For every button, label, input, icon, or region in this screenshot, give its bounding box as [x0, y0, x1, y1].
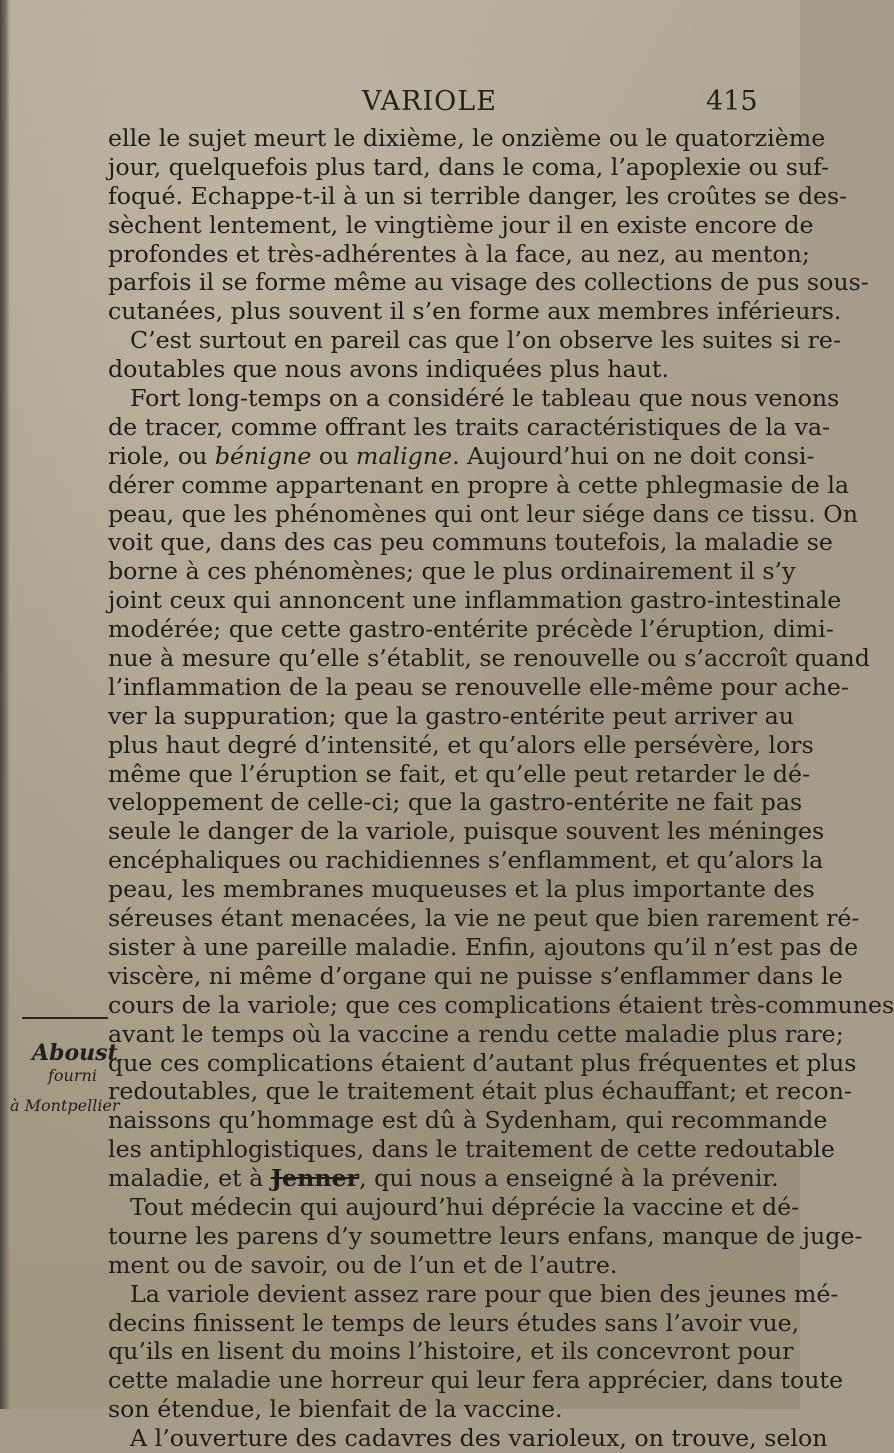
margin-note: à Montpellier [10, 1096, 120, 1115]
text-line: plus haut degré d’intensité, et qu’alors elle persévère, lors [108, 730, 814, 759]
running-head [0, 86, 800, 126]
text-line: parfois il se forme même au visage des collections de pus sous- [108, 268, 869, 297]
text-line: naissons qu’hommage est dû à Sydenham, qui recommande [108, 1106, 828, 1135]
text-line: séreuses étant menacées, la vie ne peut que bien rarement ré- [108, 904, 860, 933]
italic-term: maligne [355, 441, 453, 470]
text-line: cutanées, plus souvent il s’en forme aux membres inférieurs. [108, 297, 842, 326]
text-line: C’est surtout en pareil cas que l’on observe les suites si re- [130, 326, 841, 355]
text-line: La variole devient assez rare pour que bien des jeunes mé- [130, 1279, 839, 1308]
text-line: dérer comme appartenant en propre à cette phlegmasie de la [108, 470, 850, 499]
text-line-composite [108, 1164, 779, 1193]
text-line: peau, les membranes muqueuses et la plus importante des [108, 875, 815, 904]
text-line: modérée; que cette gastro-entérite précède l’éruption, dimi- [108, 615, 834, 644]
text-line: voit que, dans des cas peu communs toutefois, la maladie se [108, 528, 833, 557]
margin-pointer-line [22, 1017, 108, 1019]
text-line: Fort long-temps on a considéré le tableau que nous venons [130, 384, 840, 413]
text-line: avant le temps où la vaccine a rendu cette maladie plus rare; [108, 1019, 844, 1048]
text-line: profondes et très-adhérentes à la face, au nez, au menton; [108, 239, 810, 268]
text-line: elle le sujet meurt le dixième, le onzième ou le quatorzième [108, 124, 826, 152]
text-line: foqué. Echappe-t-il à un si terrible danger, les croûtes se des- [108, 181, 848, 210]
text-line: sèchent lentement, le vingtième jour il en existe encore de [108, 210, 814, 239]
text-line-composite [108, 441, 815, 471]
text-line: encéphaliques ou rachidiennes s’enflamment, et qu’alors la [108, 846, 824, 875]
text-line: doutables que nous avons indiquées plus haut. [108, 355, 669, 384]
text-line: tourne les parens d’y soumettre leurs enfans, manque de juge- [108, 1221, 863, 1250]
body-text [108, 124, 894, 1453]
text-line: joint ceux qui annoncent une inflammation gastro-intestinale [108, 586, 842, 615]
text-line: l’inflammation de la peau se renouvelle elle-même pour ache- [108, 672, 849, 701]
text-line: A l’ouverture des cadavres des varioleux, on trouve, selon [130, 1424, 828, 1453]
text-fragment: ou [318, 441, 349, 470]
text-line: viscère, ni même d’organe qui ne puisse s’enflammer dans le [108, 961, 843, 990]
handwritten-margin-notes [0, 0, 120, 1409]
text-line: cette maladie une horreur qui leur fera apprécier, dans toute [108, 1366, 844, 1395]
text-line: de tracer, comme offrant les traits caractéristiques de la va- [108, 412, 830, 441]
text-line: son étendue, le bienfait de la vaccine. [108, 1395, 563, 1424]
text-line: redoutables, que le traitement était plus échauffant; et recon- [108, 1077, 852, 1106]
running-head-title: VARIOLE [362, 86, 497, 117]
text-line: que ces complications étaient d’autant plus fréquentes et plus [108, 1048, 857, 1077]
text-fragment: . Aujourd’hui on ne doit consi- [452, 441, 815, 470]
text-fragment: maladie, et à [108, 1164, 264, 1193]
text-line: les antiphlogistiques, dans le traitement de cette redoutable [108, 1135, 835, 1164]
margin-note: Aboust [32, 1040, 118, 1066]
text-line: cours de la variole; que ces complications étaient très-communes [108, 990, 894, 1019]
text-fragment: , qui nous a enseigné à la prévenir. [359, 1164, 779, 1193]
text-line: veloppement de celle-ci; que la gastro-entérite ne fait pas [108, 788, 803, 817]
text-line: borne à ces phénomènes; que le plus ordinairement il s’y [108, 557, 796, 586]
margin-note: fourni [48, 1066, 97, 1085]
text-line: nue à mesure qu’elle s’établit, se renouvelle ou s’accroît quand [108, 644, 870, 673]
italic-term: bénigne [214, 441, 312, 470]
text-line: seule le danger de la variole, puisque souvent les méninges [108, 817, 825, 846]
text-line: ver la suppuration; que la gastro-entérite peut arriver au [108, 701, 795, 730]
struck-word: Jenner [270, 1164, 360, 1193]
text-line: peau, que les phénomènes qui ont leur siége dans ce tissu. On [108, 499, 858, 528]
text-line: même que l’éruption se fait, et qu’elle peut retarder le dé- [108, 759, 811, 788]
text-line: decins finissent le temps de leurs études sans l’avoir vue, [108, 1308, 800, 1337]
text-line: ment ou de savoir, ou de l’un et de l’autre. [108, 1250, 618, 1279]
text-line: qu’ils en lisent du moins l’histoire, et ils concevront pour [108, 1337, 794, 1366]
text-line: Tout médecin qui aujourd’hui déprécie la vaccine et dé- [130, 1192, 800, 1221]
text-fragment: riole, ou [108, 441, 208, 470]
text-line: jour, quelquefois plus tard, dans le coma, l’apoplexie ou suf- [108, 152, 830, 181]
page-number: 415 [706, 86, 758, 117]
text-line: sister à une pareille maladie. Enfin, ajoutons qu’il n’est pas de [108, 932, 859, 961]
